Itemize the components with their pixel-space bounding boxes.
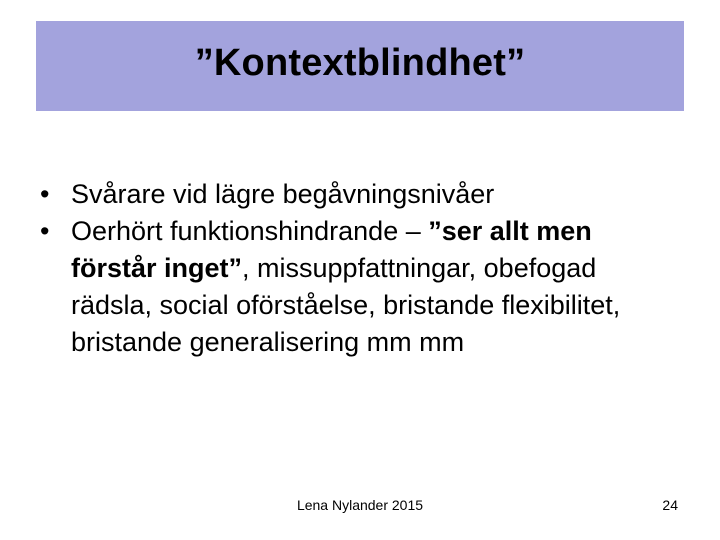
bullet-item [40,176,660,213]
page-number: 24 [662,497,678,513]
bullet-text: Svårare vid lägre begåvningsnivåer [71,179,495,209]
bullet-dot-icon: • [40,179,50,209]
bullet-item [40,213,660,361]
slide-title: ”Kontextblindhet” [194,41,526,84]
bullet-list [40,176,660,361]
title-bar [36,21,684,111]
bullet-dot-icon: • [40,216,50,246]
bullet-text-lead: Oerhört funktionshindrande – [71,216,429,246]
bullet-text-rest: , missuppfattningar, obefogad rädsla, social oförståelse, bristande flexibilitet, bristande generalisering mm mm [71,253,621,357]
bullet-text-quote: ”ser allt men förstår inget” [71,216,592,283]
footer-author: Lena Nylander 2015 [296,497,424,513]
